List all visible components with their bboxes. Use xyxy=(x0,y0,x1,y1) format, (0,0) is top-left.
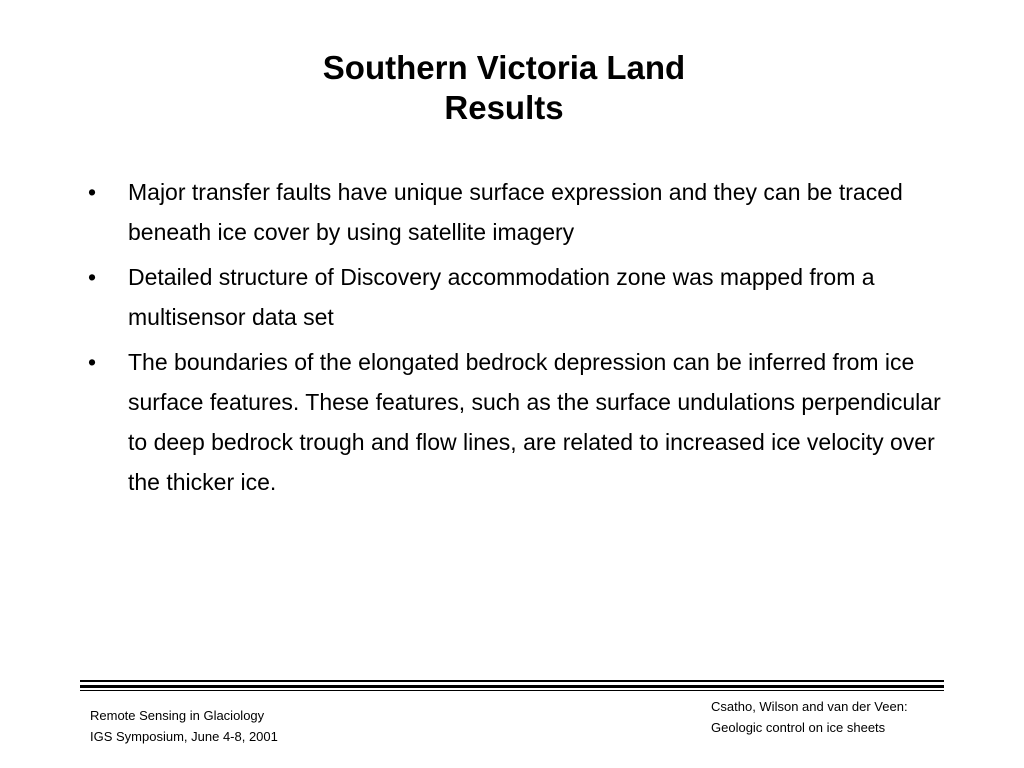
footer-divider-line xyxy=(80,685,944,688)
bullet-marker: • xyxy=(88,264,97,290)
slide-title-line-2: Results xyxy=(444,89,564,126)
bullet-text-3: The boundaries of the elongated bedrock depression can be inferred from ice surface features. These features, such as the surface undulations perpendicular to deep bedrock trough and flow lines, are related to increased ice velocity over the thicker ice. xyxy=(128,349,941,495)
bullet-item-2 xyxy=(88,257,948,337)
footer-right-line-2: Geologic control on ice sheets xyxy=(711,720,886,735)
slide-title xyxy=(0,48,1008,128)
bullet-marker: • xyxy=(88,349,97,375)
bullet-marker: • xyxy=(88,179,97,205)
slide-title-line-1: Southern Victoria Land xyxy=(322,49,686,86)
bullet-text-2: Detailed structure of Discovery accommodation zone was mapped from a multisensor data set xyxy=(128,264,875,330)
bullet-item-3 xyxy=(88,342,948,502)
footer-left-line-1: Remote Sensing in Glaciology xyxy=(90,708,265,723)
footer-divider-line xyxy=(80,680,944,682)
footer-divider-line xyxy=(80,690,944,691)
footer-left xyxy=(90,705,278,747)
bullet-item-1 xyxy=(88,172,948,252)
bullet-text-1: Major transfer faults have unique surface expression and they can be traced beneath ice cover by using satellite imagery xyxy=(128,179,903,245)
bullet-list xyxy=(88,172,948,507)
footer-left-line-2: IGS Symposium, June 4-8, 2001 xyxy=(90,729,278,744)
footer-right xyxy=(711,696,908,738)
footer-right-line-1: Csatho, Wilson and van der Veen: xyxy=(711,699,908,714)
